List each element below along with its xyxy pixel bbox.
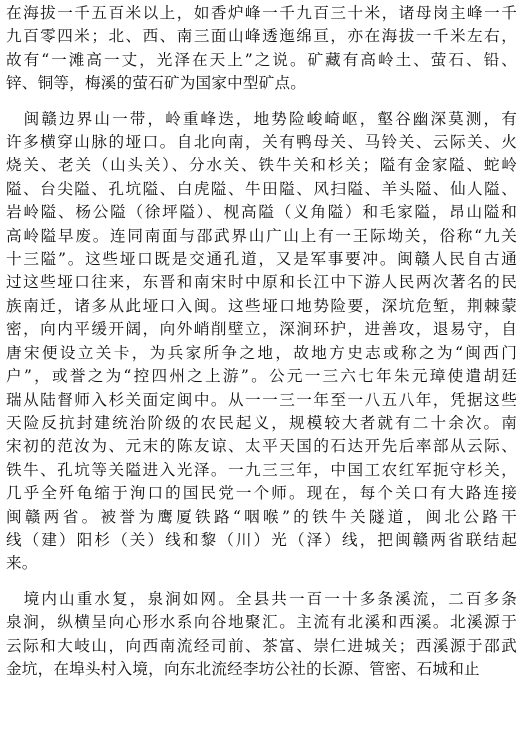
text-line: 线（建）阳杉（关）线和黎（川）光（泽）线，把闽赣两省联结起 (6, 530, 517, 549)
text-line: 许多横穿山脉的垭口。自北向南，关有鸭母关、马铃关、云际关、火 (6, 133, 517, 152)
text-line: 瑞从陆督师入杉关面定闽中。从一一三一年至一八五八年，凭据这些 (6, 390, 517, 409)
text-line: 泉涧，纵横呈向心形水系向谷地聚汇。主流有北溪和西溪。北溪源于 (6, 613, 517, 632)
paragraph-gap (6, 576, 517, 588)
text-line: 闽赣两省。被誉为鹰厦铁路“咽喉”的铁牛关隧道，闽北公路干 (6, 507, 517, 526)
paragraph (6, 2, 517, 96)
text-line: 故有“一滩高一丈，光泽在天上”之说。矿藏有高岭土、萤石、铅、 (6, 50, 517, 69)
text-line: 岩岭隘、杨公隘（徐坪隘）、枧高隘（义角隘）和毛家隘，昂山隘和 (6, 203, 517, 222)
paragraph-gap (6, 96, 517, 108)
text-line: 宋初的范汝为、元末的陈友谅、太平天国的石达开先后率部从云际、 (6, 437, 517, 456)
text-line: 几乎全歼龟缩于洵口的国民党一个师。现在，每个关口有大路连接 (6, 484, 517, 503)
text-line: 过这些垭口往来，东晋和南宋时中原和长江中下游人民两次著名的民 (6, 273, 517, 292)
text-line: 锌、铜等，梅溪的萤石矿为国家中型矿点。 (6, 74, 307, 93)
text-line: 九百零四米；北、西、南三面山峰透迤绵亘，亦在海拔一千米左右， (6, 27, 517, 46)
text-line: 来。 (6, 554, 38, 573)
text-line: 铁牛、孔坑等关隘进入光泽。一九三三年，中国工农红军扼守杉关， (6, 460, 517, 479)
paragraph (6, 588, 517, 682)
text-line: 闽赣边界山一带，岭重峰迭，地势险峻崎岖，壑谷幽深莫测，有 (6, 109, 517, 128)
text-line: 天险反抗封建统治阶级的农民起义，规模较大者就有二十余次。南 (6, 413, 517, 432)
text-line: 隘、台尖隘、孔坑隘、白虎隘、牛田隘、风扫隘、羊头隘、仙人隘、 (6, 179, 517, 198)
text-line: 在海拔一千五百米以上，如香炉峰一千九百三十米，诸母岗主峰一千 (6, 4, 517, 22)
text-line: 十三隘”。这些垭口既是交通孔道，又是军事要冲。闽赣人民自古通 (6, 250, 517, 269)
text-line: 户”，或誉之为“控四州之上游”。公元一三六七年朱元璋使遣胡廷 (6, 367, 517, 386)
text-line: 金坑，在埠头村入境，向东北流经李坊公社的长源、管密、石城和止 (6, 659, 480, 678)
document-body (6, 2, 517, 681)
text-line: 烧关、老关（山头关）、分水关、铁牛关和杉关；隘有金家隘、蛇岭 (6, 156, 517, 175)
paragraph (6, 108, 517, 576)
text-line: 族南迁，诸多从此垭口入闽。这些垭口地势险要，深坑危堑，荆棘蒙 (6, 296, 517, 315)
text-line: 境内山重水复，泉涧如网。全县共一百一十多条溪流，二百多条 (6, 589, 517, 608)
text-line: 云际和大岐山，向西南流经司前、茶富、崇仁进城关；西溪源于邵武 (6, 636, 517, 655)
text-line: 高岭隘早废。连同南面与邵武界山广山上有一王际坳关，俗称“九关 (6, 226, 517, 245)
text-line: 密，向内平缓开阔，向外峭削壁立，深涧环护，进善攻，退易守，自 (6, 320, 517, 339)
text-line: 唐宋便设立关卡，为兵家所争之地，故地方史志或称之为“闽西门 (6, 343, 517, 362)
